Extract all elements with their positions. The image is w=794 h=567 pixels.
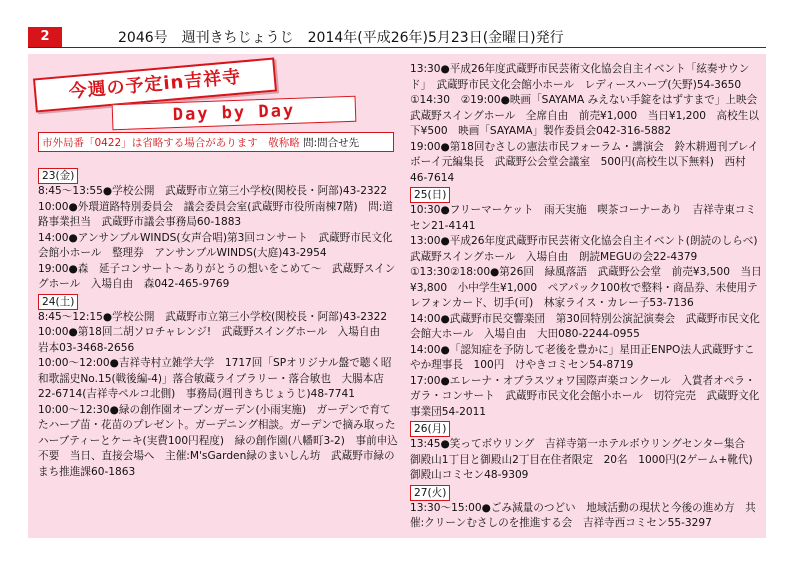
notice-box: [38, 132, 394, 152]
list-item: ①13:30②18:00●第26回 緑風落語 武蔵野公会堂 前売¥3,500 当日¥3,800 小中学生¥1,000 ペアパック100枚で整料・商品券、未使用テレフォンカード、切手(可) 林家ライス・カレー子53-7136: [410, 266, 762, 309]
notice-legend: 問:問合せ先: [303, 137, 360, 149]
issue-line: 2046号 週刊きちじょうじ 2014年(平成26年)5月23日(金曜日)発行: [118, 30, 564, 46]
list-item: 19:00●第18回むさしの憲法市民フォーラム・講演会 鈴木耕週刊プレイボーイ元編集長 武蔵野公会堂会議室 500円(高校生以下無料) 西村46-7614: [410, 140, 759, 184]
schedule-panel: [28, 54, 769, 538]
list-item: 10:00●第18回二胡ソロチャレンジ! 武蔵野スイングホール 入場自由 岩本03-3468-2656: [38, 326, 391, 354]
list-item: 14:00●「認知症を予防して老後を豊かに」星田正ENPO法人武蔵野すこやか理事長 100円 けやきコミセン54-8719: [410, 343, 755, 371]
day-block-27: [410, 484, 762, 532]
date-label: 26(月): [410, 421, 450, 437]
list-item: 13:45●笑ってボウリング 吉祥寺第一ホテルボウリングセンター集合 御殿山1丁目と御殿山2丁目在住者限定 20名 1000円(2ゲーム+靴代) 御殿山コミセン48-9309: [410, 438, 764, 481]
day-block-23: [38, 167, 398, 293]
list-item: 19:00●森 延子コンサート～ありがとうの想いをこめて～ 武蔵野スイングホール 入場自由 森042-465-9769: [38, 262, 396, 290]
banner-subtitle: Day by Day: [172, 100, 296, 126]
page-header: [0, 0, 794, 46]
header-rule: [28, 47, 766, 48]
list-item: 17:00●エレーナ・オブラスツォワ国際声楽コンクール 入賞者オペラ・ガラ・コンサート 武蔵野市民文化会館小ホール 切符完売 武蔵野文化事業団54-2011: [410, 374, 760, 418]
list-item: 10:00～12:00●吉祥寺村立雑学大学 1717回「SPオリジナル盤で聴く昭和歌謡史No.15(戦後編-4)」落合敏蔵ライブラリー・落合敏也 大腸本店22-6714(吉祥寺ペルコ北側) 事務局(週刊きちじょうじ)48-7741: [38, 357, 392, 400]
list-item: 8:45～12:15●学校公開 武蔵野市立第三小学校(関校長・阿部)43-2322: [38, 310, 388, 323]
list-item: 8:45～13:55●学校公開 武蔵野市立第三小学校(関校長・阿部)43-2322: [38, 185, 388, 197]
banner-title: 今週の予定in吉祥寺: [67, 66, 243, 103]
list-item: 14:00●アンサンブルWINDS(女声合唱)第3回コンサート 武蔵野市民文化会館小ホール 整理券 アンサンブルWINDS(大庭)43-2954: [38, 231, 393, 259]
list-item: 14:00●武蔵野市民交響楽団 第30回特別公演記演奏会 武蔵野市民文化会館大ホール 入場自由 大田080-2244-0955: [410, 312, 760, 340]
date-label: 27(火): [410, 485, 450, 501]
list-item: 10:00●外環道路特別委員会 議会委員会室(武蔵野市役所南棟7階) 問:道路事業担当 武蔵野市議会事務局60-1883: [38, 200, 393, 228]
list-item: 10:00～12:30●緑の創作園オープンガーデン(小雨実施) ガーデンで育てたハーブ苗・花苗のプレゼント。ガーデニング相談。ガーデンで摘み取ったハーブティーとケーキ(実費100円程度) 緑の創作園(八幡町3-2) 事前申込不要 当日、直接会場へ 主催:M'sGarden緑のまいしん坊 武蔵野市緑のまち推進課60-1863: [38, 403, 398, 478]
date-label: 23(金): [38, 168, 78, 184]
list-item: 13:00●平成26年度武蔵野市民芸術文化協会自主イベント(朗読のしらべ) 武蔵野スイングホール 入場自由 朗読MEGUの会22-4379: [410, 235, 769, 263]
list-item: 13:30～15:00●ごみ減量のつどい 地域活動の現状と今後の進め方 共催:クリーンむさしのを推進する会 吉祥寺西コミセン55-3297: [410, 501, 756, 529]
banner: [34, 64, 374, 128]
list-item: ①14:30 ②19:00●映画「SAYAMA みえない手錠をはずすまで」上映会 武蔵野スイングホール 全席自由 前売¥1,000 当日¥1,200 高校生以下¥500 映画「SAYAMA」製作委員会042-316-5882: [410, 94, 768, 137]
left-column: [38, 167, 398, 480]
date-label: 24(土): [38, 294, 78, 310]
notice-text: 市外局番「0422」は省略する場合があります 敬称略: [42, 137, 300, 149]
right-column: [410, 62, 769, 532]
day-block-24: [38, 293, 398, 481]
day-block-26: [410, 420, 762, 484]
date-label: 25(日): [410, 187, 450, 203]
page-number-badge: 2: [28, 27, 62, 47]
list-item: 13:30●平成26年度武蔵野市民芸術文化協会自主イベント「絃奏サウンド」 武蔵野市民文化会館小ホール レディースハープ(矢野)54-3650: [410, 63, 750, 91]
day-block-25: [410, 186, 769, 420]
list-item: 10:30●フリーマーケット 雨天実施 喫茶コーナーあり 吉祥寺東コミセン21-4141: [410, 204, 757, 232]
